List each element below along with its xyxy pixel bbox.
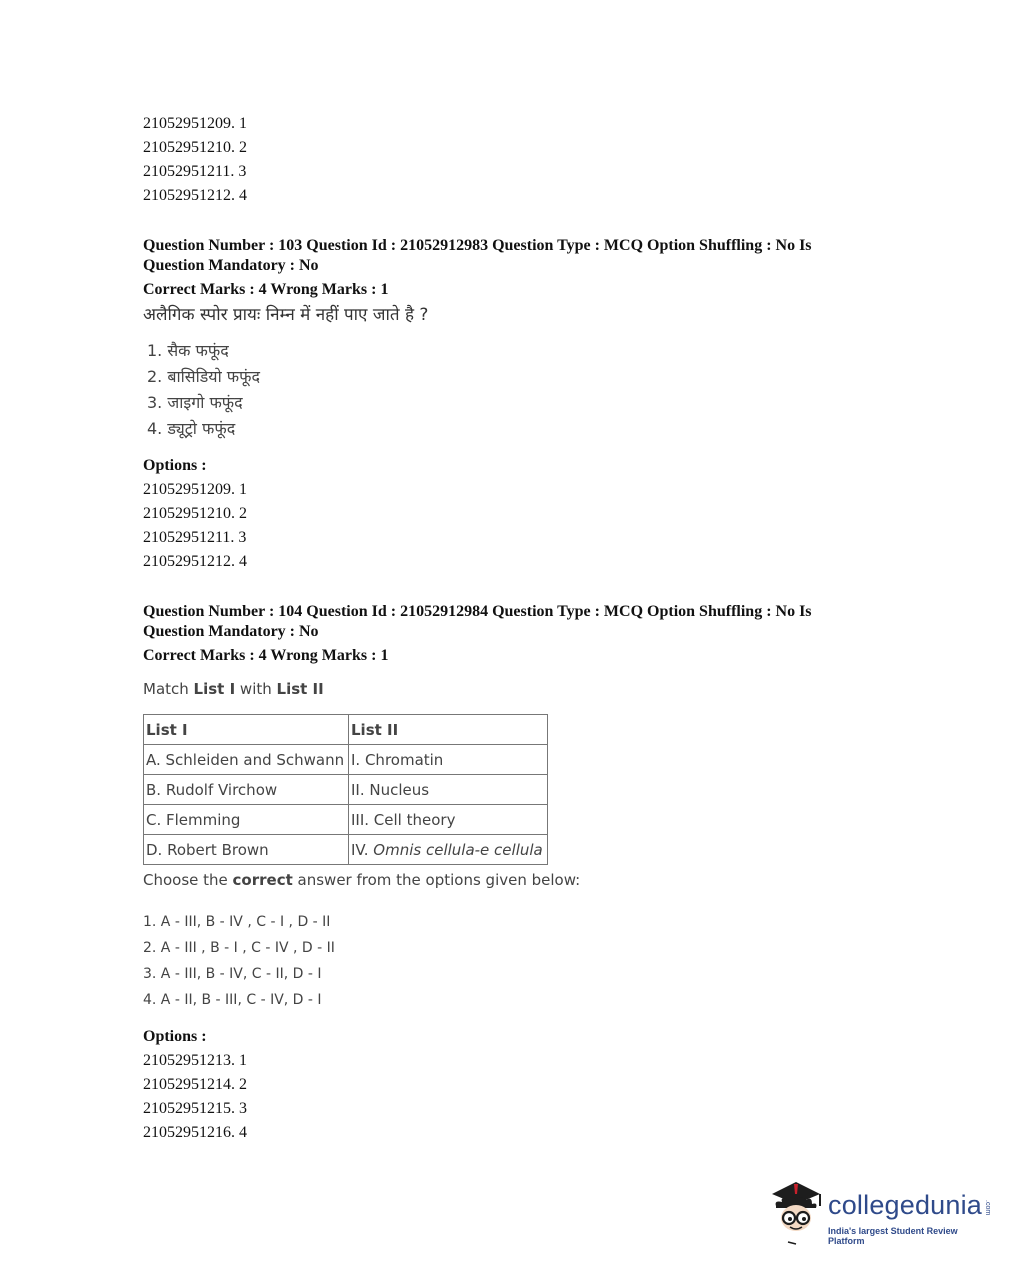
question-marks: Correct Marks : 4 Wrong Marks : 1 [143,281,389,298]
list-1-ref: List I [193,680,236,698]
answer-choice: 4. ड्यूट्रो फफूंद [147,419,236,438]
option-item: 21052951214. 2 [143,1076,247,1093]
options-label: Options : [143,1028,207,1045]
answer-choice: 3. A - III, B - IV, C - II, D - I [143,966,322,982]
option-item: 21052951211. 3 [143,163,247,180]
table-cell: II. Nucleus [349,775,548,805]
table-header-row [144,715,548,745]
answer-choice: 1. सैक फफूंद [147,341,229,360]
previous-options-list [143,112,903,208]
match-prefix: Match [143,680,194,698]
answer-choice: 3. जाइगो फफूंद [147,393,243,412]
answer-choices [143,909,903,1013]
question-header: Question Number : 104 Question Id : 21052912984 Question Type : MCQ Option Shuffling : No Is [143,603,812,620]
option-item: 21052951215. 3 [143,1100,247,1117]
answer-choice: 2. A - III , B - I , C - IV , D - II [143,940,335,956]
options-label: Options : [143,457,207,474]
table-row [144,745,548,775]
mascot-icon [766,1178,826,1248]
answer-choices [147,338,903,442]
answer-choice: 1. A - III, B - IV , C - I , D - II [143,914,331,930]
option-item: 21052951212. 4 [143,553,247,570]
choose-instruction: Choose the correct answer from the options given below: [143,871,581,889]
question-header: Question Number : 103 Question Id : 21052912983 Question Type : MCQ Option Shuffling : No Is [143,237,812,254]
option-item: 21052951212. 4 [143,187,247,204]
table-cell: D. Robert Brown [144,835,349,865]
header-cell: List II [349,715,548,745]
list-2-ref: List II [276,680,324,698]
option-item: 21052951216. 4 [143,1124,247,1141]
logo-tagline: India's largest Student Review Platform [828,1226,958,1246]
logo-wordmark: collegedunia [828,1190,983,1220]
table-cell: C. Flemming [144,805,349,835]
option-item: 21052951209. 1 [143,481,247,498]
collegedunia-logo [766,1178,996,1248]
match-table [143,714,548,865]
answer-choice: 4. A - II, B - III, C - IV, D - I [143,992,322,1008]
table-cell: B. Rudolf Virchow [144,775,349,805]
match-mid: with [235,680,277,698]
table-row [144,805,548,835]
option-item: 21052951213. 1 [143,1052,247,1069]
option-item: 21052951210. 2 [143,139,247,156]
option-item: 21052951211. 3 [143,529,247,546]
question-marks: Correct Marks : 4 Wrong Marks : 1 [143,647,389,664]
document-page [143,112,903,1145]
option-item: 21052951209. 1 [143,115,247,132]
question-header-cont: Question Mandatory : No [143,623,319,640]
table-row [144,775,548,805]
match-instruction [143,678,903,700]
question-text: अलैगिक स्पोर प्रायः निम्न में नहीं पाए जाते है ? [143,305,429,325]
logo-domain: .com [984,1200,991,1216]
question-103 [143,236,903,574]
table-cell: IV. Omnis cellula-e cellula [349,835,548,865]
question-104 [143,602,903,1145]
table-cell: I. Chromatin [349,745,548,775]
table-row [144,835,548,865]
table-cell: III. Cell theory [349,805,548,835]
table-cell: A. Schleiden and Schwann [144,745,349,775]
header-cell: List I [144,715,349,745]
question-header-cont: Question Mandatory : No [143,257,319,274]
answer-choice: 2. बासिडियो फफूंद [147,367,260,386]
option-item: 21052951210. 2 [143,505,247,522]
